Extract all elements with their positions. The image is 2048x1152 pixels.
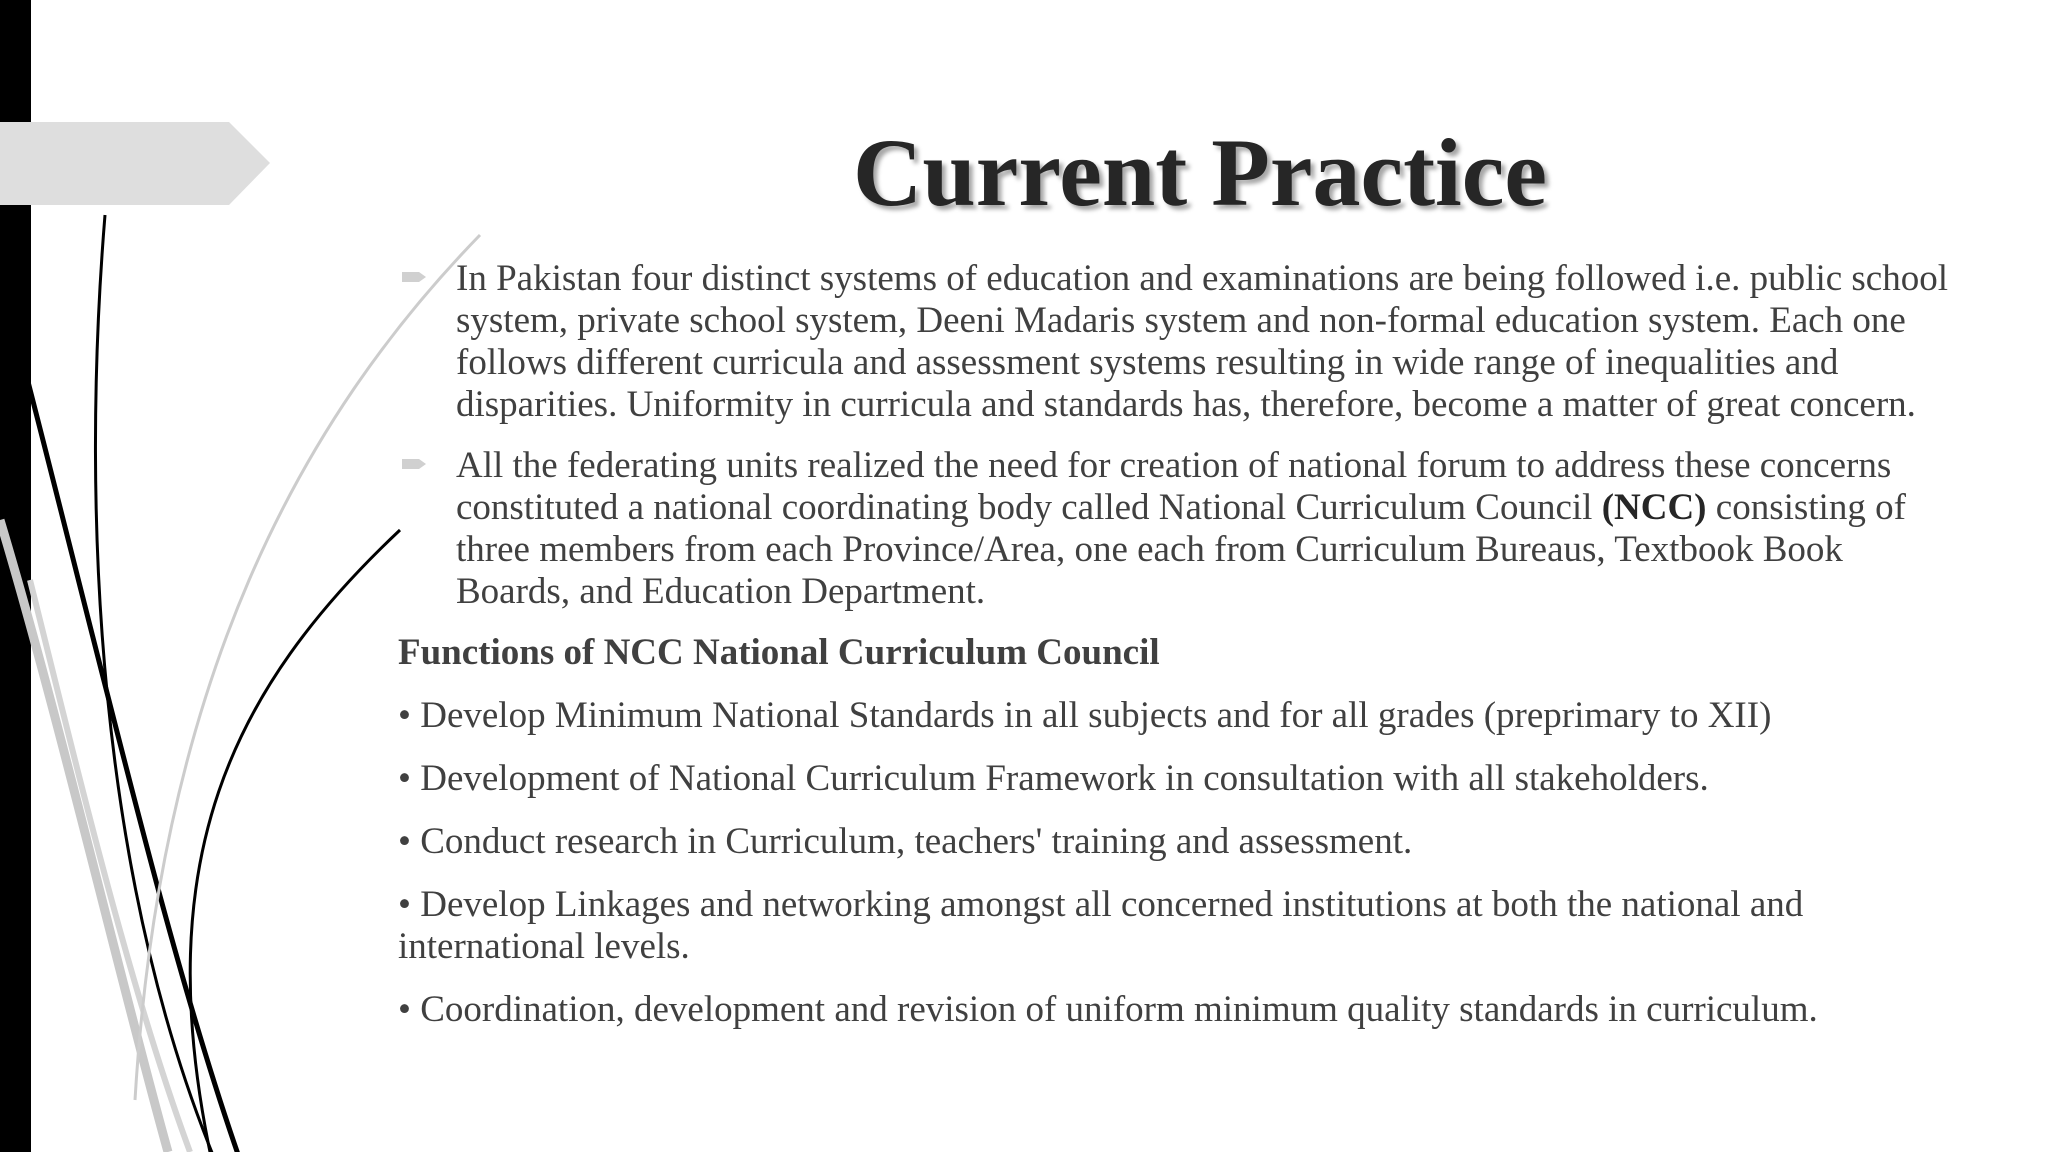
slide-body — [398, 258, 1958, 1052]
function-item-text: Develop Minimum National Standards in all subjects and for all grades (preprimary to XII) — [420, 695, 1772, 736]
ncc-abbreviation: (NCC) — [1601, 487, 1707, 528]
arrow-bullet-icon — [402, 269, 428, 285]
curve-black-2 — [95, 215, 215, 1152]
function-item-text: Conduct research in Curriculum, teachers' training and assessment. — [420, 821, 1413, 862]
bullet-dot: • — [398, 989, 411, 1030]
bullet-dot: • — [398, 758, 411, 799]
curve-black-3 — [190, 530, 400, 1152]
paragraph-text: consisting of three members from each Province/Area, one each from Curriculum Bureaus, Textbook Book Boards, and Education Department. — [456, 487, 1906, 612]
function-item — [398, 695, 1958, 737]
bullet-paragraph-2 — [398, 445, 1958, 613]
slide-title: Current Practice — [853, 119, 1547, 226]
paragraph-text: All the federating units realized the need for creation of national forum to address these concerns constituted a national coordinating body called National Curriculum Council — [456, 445, 1892, 528]
bullet-dot: • — [398, 884, 411, 925]
function-item-text: Develop Linkages and networking amongst all concerned institutions at both the national and international levels. — [398, 884, 1804, 967]
curve-gray-medium — [30, 580, 190, 1152]
bullet-paragraph-1 — [398, 258, 1958, 426]
arrow-bullet-icon — [402, 456, 428, 472]
bullet-dot: • — [398, 695, 411, 736]
functions-heading: Functions of NCC National Curriculum Council — [398, 632, 1160, 673]
function-item — [398, 989, 1958, 1031]
title-tab-shape — [0, 122, 270, 205]
paragraph-text: In Pakistan four distinct systems of education and examinations are being followed i.e. public school system, private school system, Deeni Madaris system and non-formal education system. Each one follows different curricula and assessment systems resulting in wide range of inequalities and disparities. Uniformity in curricula and standards has, therefore, become a matter of great concern. — [456, 258, 1948, 425]
bullet-dot: • — [398, 821, 411, 862]
function-item — [398, 821, 1958, 863]
function-item — [398, 758, 1958, 800]
function-item — [398, 884, 1958, 968]
function-item-text: Coordination, development and revision of uniform minimum quality standards in curriculum. — [420, 989, 1818, 1030]
function-item-text: Development of National Curriculum Framework in consultation with all stakeholders. — [420, 758, 1709, 799]
